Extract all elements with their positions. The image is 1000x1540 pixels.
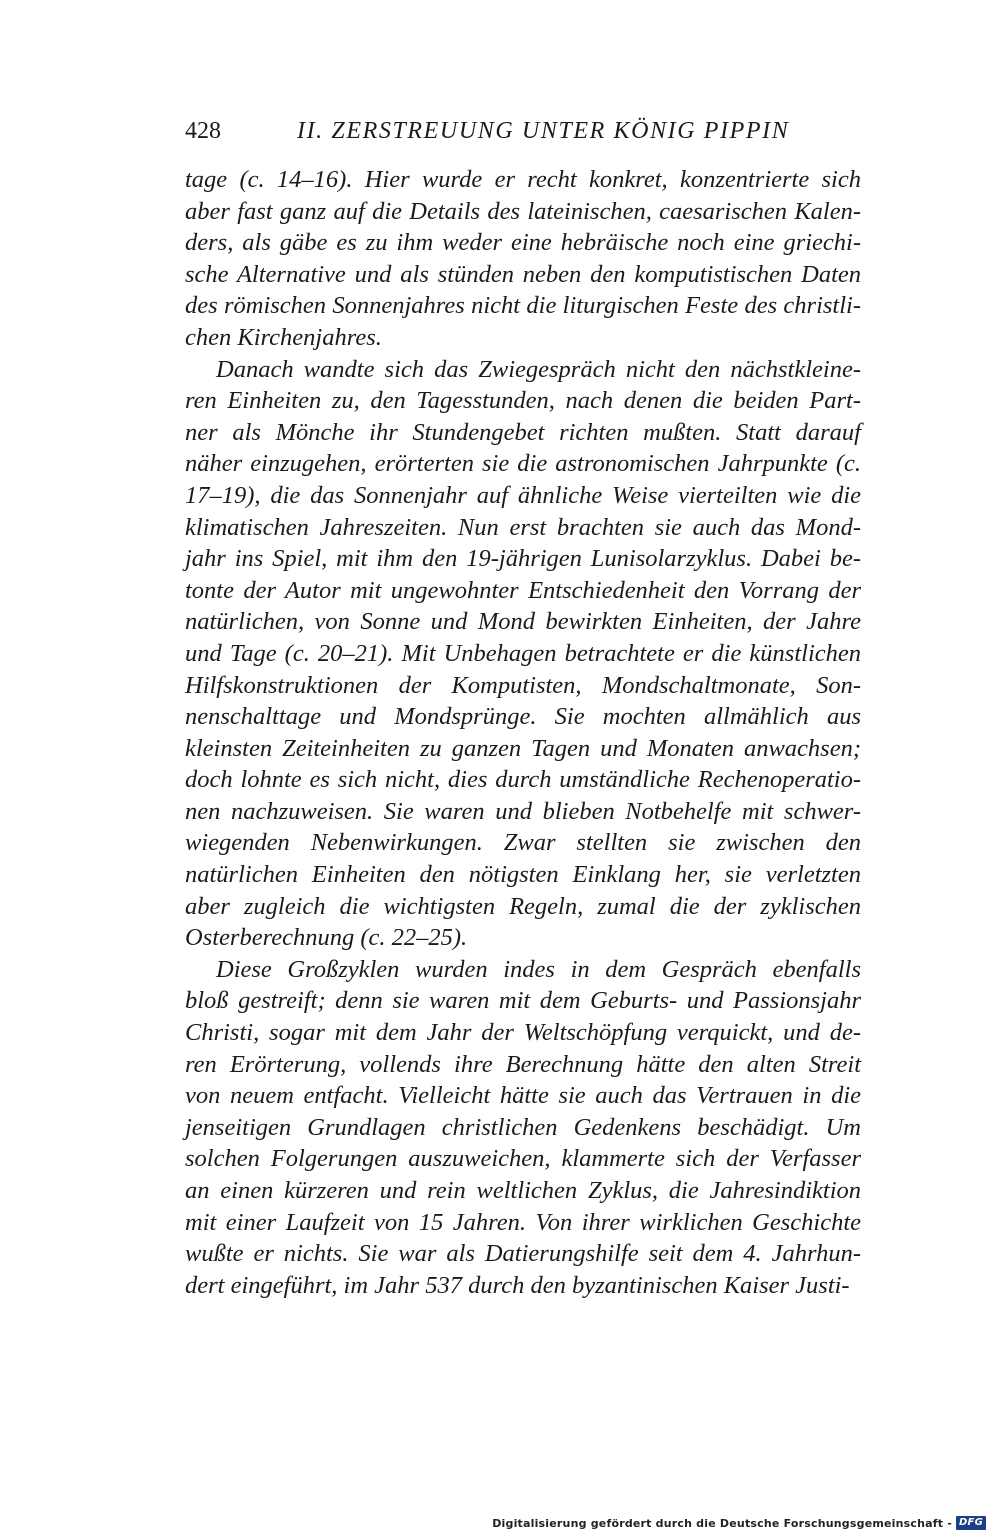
text-line: ders, als gäbe es zu ihm weder eine hebräische noch eine griechi-: [185, 229, 861, 257]
text-line: Danach wandte sich das Zwiegespräch nicht den nächstkleine-: [216, 355, 861, 383]
text-line: 17–19), die das Sonnenjahr auf ähnliche Weise vierteilten wie die: [185, 481, 861, 509]
text-line: ren Erörterung, vollends ihre Berechnung hätte den alten Streit: [185, 1050, 861, 1078]
text-line: jenseitigen Grundlagen christlichen Gedenkens beschädigt. Um: [185, 1113, 861, 1141]
paragraph: [185, 354, 861, 954]
text-line: chen Kirchenjahres.: [185, 323, 382, 351]
body-text: [185, 164, 861, 1301]
text-line: wiegenden Nebenwirkungen. Zwar stellten sie zwischen den: [185, 829, 861, 857]
text-line: tage (c. 14–16). Hier wurde er recht konkret, konzentrierte sich: [185, 166, 861, 193]
text-line: bloß gestreift; denn sie waren mit dem Geburts- und Passionsjahr: [185, 987, 861, 1015]
text-line: aber fast ganz auf die Details des lateinischen, caesarischen Kalen-: [185, 197, 861, 225]
text-line: Christi, sogar mit dem Jahr der Weltschöpfung verquickt, und de-: [185, 1019, 861, 1047]
text-line: mit einer Laufzeit von 15 Jahren. Von ihrer wirklichen Geschichte: [185, 1208, 861, 1236]
text-line: klimatischen Jahreszeiten. Nun erst brachten sie auch das Mond-: [185, 513, 861, 541]
text-line: ner als Mönche ihr Stundengebet richten mußten. Statt darauf: [185, 418, 861, 446]
text-line: von neuem entfacht. Vielleicht hätte sie auch das Vertrauen in die: [185, 1082, 861, 1110]
text-line: des römischen Sonnenjahres nicht die liturgischen Feste des christli-: [185, 292, 861, 320]
text-line: nenschalttage und Mondsprünge. Sie mochten allmählich aus: [185, 703, 861, 731]
text-line: natürlichen, von Sonne und Mond bewirkten Einheiten, der Jahre: [185, 608, 861, 636]
text-line: Diese Großzyklen wurden indes in dem Gespräch ebenfalls: [216, 955, 861, 983]
text-line: Hilfskonstruktionen der Komputisten, Mondschaltmonate, Son-: [185, 671, 861, 699]
running-head: II. ZERSTREUUNG UNTER KÖNIG PIPPIN: [297, 118, 790, 144]
text-line: dert eingeführt, im Jahr 537 durch den byzantinischen Kaiser Justi-: [185, 1271, 850, 1299]
text-line: jahr ins Spiel, mit ihm den 19-jährigen Lunisolarzyklus. Dabei be-: [185, 545, 861, 573]
text-line: und Tage (c. 20–21). Mit Unbehagen betrachtete er die künstlichen: [185, 639, 861, 667]
text-line: tonte der Autor mit ungewohnter Entschiedenheit den Vorrang der: [185, 576, 861, 604]
text-line: näher einzugehen, erörterten sie die astronomischen Jahrpunkte (c.: [185, 450, 861, 478]
text-line: natürlichen Einheiten den nötigsten Einklang her, sie verletzten: [185, 861, 861, 889]
dfg-logo: DFG: [956, 1516, 986, 1530]
digitization-footer: [492, 1514, 986, 1532]
text-line: ren Einheiten zu, den Tagesstunden, nach denen die beiden Part-: [185, 387, 861, 415]
text-line: sche Alternative und als stünden neben den komputistischen Daten: [185, 260, 861, 288]
text-line: wußte er nichts. Sie war als Datierungshilfe seit dem 4. Jahrhun-: [185, 1240, 861, 1268]
text-line: kleinsten Zeiteinheiten zu ganzen Tagen und Monaten anwachsen;: [185, 734, 861, 762]
text-line: an einen kürzeren und rein weltlichen Zyklus, die Jahresindiktion: [185, 1177, 861, 1204]
text-line: doch lohnte es sich nicht, dies durch umständliche Rechenoperatio-: [185, 766, 861, 794]
text-line: solchen Folgerungen auszuweichen, klammerte sich der Verfasser: [185, 1145, 861, 1173]
page-header: [185, 114, 865, 148]
paragraph: [185, 954, 861, 1302]
paragraph: [185, 164, 861, 354]
text-line: Osterberechnung (c. 22–25).: [185, 924, 468, 952]
text-line: aber zugleich die wichtigsten Regeln, zumal die der zyklischen: [185, 892, 861, 920]
text-line: nen nachzuweisen. Sie waren und blieben Notbehelfe mit schwer-: [185, 797, 861, 825]
funding-notice: Digitalisierung gefördert durch die Deutsche Forschungsgemeinschaft -: [492, 1516, 953, 1530]
page-number: 428: [185, 118, 221, 144]
